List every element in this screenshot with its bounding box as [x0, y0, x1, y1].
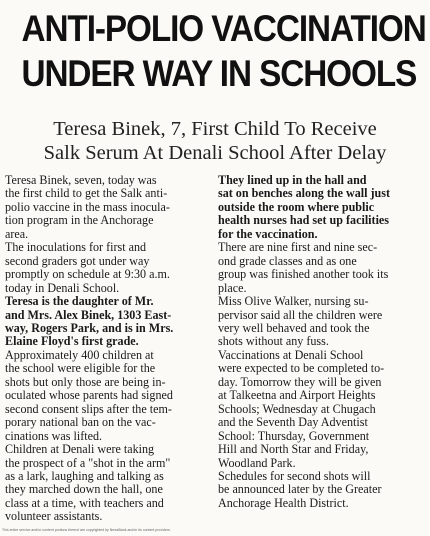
headline-line-1: ANTI-POLIO VACCINATION [21, 8, 426, 49]
article-line: group was finished another took its [218, 268, 389, 282]
article-line: second graders got under way [5, 254, 150, 268]
article-line: pervisor said all the children were [218, 308, 383, 322]
article-line: oculated whose parents had signed [5, 389, 173, 403]
article-line: day. Tomorrow they will be given [218, 375, 382, 389]
article-line: class at a time, with teachers and [5, 496, 164, 510]
article-line: health nurses had set up facilities [218, 214, 390, 228]
article-line: today in Denali School. [5, 281, 120, 295]
copyright-footer: This entire service and/or content portions thereof are copyrighted by NewsBank and/or its content providers. [2, 528, 171, 532]
article-line: porary national ban on the vac- [5, 416, 156, 430]
article-line: were expected to be completed to- [218, 362, 385, 376]
article-line: cinations was lifted. [5, 429, 103, 443]
article-line: and the Seventh Day Adventist [218, 416, 368, 430]
article-column-left [5, 174, 210, 524]
headline [21, 6, 426, 96]
article-line: they marched down the hall, one [5, 483, 163, 497]
article-line: Hill and North Star and Friday, [218, 443, 369, 457]
article-line: The inoculations for first and [5, 241, 147, 255]
article-line: School: Thursday, Government [218, 429, 370, 443]
article-line: Approximately 400 children at [5, 348, 154, 362]
article-line: the prospect of a "shot in the arm" [5, 456, 171, 470]
article-line: polio vaccine in the mass inocula- [5, 200, 170, 214]
article-line: place. [218, 281, 247, 295]
article-line: the school were eligible for the [5, 362, 156, 376]
headline-line-2: UNDER WAY IN SCHOOLS [21, 53, 417, 94]
article-line: volunteer assistants. [5, 510, 103, 524]
article-line: tion program in the Anchorage [5, 214, 154, 228]
article-line: for the vaccination. [218, 227, 318, 241]
article-line: outside the room where public [218, 200, 375, 214]
article-line: Schools; Wednesday at Chugach [218, 402, 376, 416]
article-line: the first child to get the Salk anti- [5, 187, 168, 201]
article-line: Children at Denali were taking [5, 443, 155, 457]
article-line: shots but only those are being in- [5, 375, 166, 389]
article-line: Schedules for second shots will [218, 469, 371, 483]
article-line: They lined up in the hall and [218, 174, 367, 187]
article-line: Miss Olive Walker, nursing su- [218, 295, 369, 309]
article-line: very well behaved and took the [218, 321, 370, 335]
article-line: promptly on schedule at 9:30 a.m. [5, 268, 170, 282]
article-line: Teresa Binek, seven, today was [5, 174, 157, 187]
article-line: be announced later by the Greater [218, 483, 382, 497]
subheadline-line-1: Teresa Binek, 7, First Child To Receive [53, 118, 377, 140]
article-line: Elaine Floyd's first grade. [5, 335, 139, 349]
article-line: second consent slips after the tem- [5, 402, 172, 416]
article-line: way, Rogers Park, and is in Mrs. [5, 321, 174, 335]
article-line: sat on benches along the wall just [218, 187, 391, 201]
article-line: Anchorage Health District. [218, 496, 349, 510]
article-line: and Mrs. Alex Binek, 1303 East- [5, 308, 172, 322]
article-line: Vaccinations at Denali School [218, 348, 364, 362]
article-column-right [218, 174, 425, 510]
article-line: There are nine first and nine sec- [218, 241, 378, 255]
subheadline [0, 117, 430, 165]
article-line: as a lark, laughing and talking as [5, 469, 164, 483]
article-line: Teresa is the daughter of Mr. [5, 295, 154, 309]
article-line: at Talkeetna and Airport Heights [218, 389, 376, 403]
article-line: ond grade classes and as one [218, 254, 357, 268]
article-line: Woodland Park. [218, 456, 296, 470]
subheadline-line-2: Salk Serum At Denali School After Delay [43, 142, 387, 164]
article-line: area. [5, 227, 29, 241]
article-line: shots without any fuss. [218, 335, 329, 349]
